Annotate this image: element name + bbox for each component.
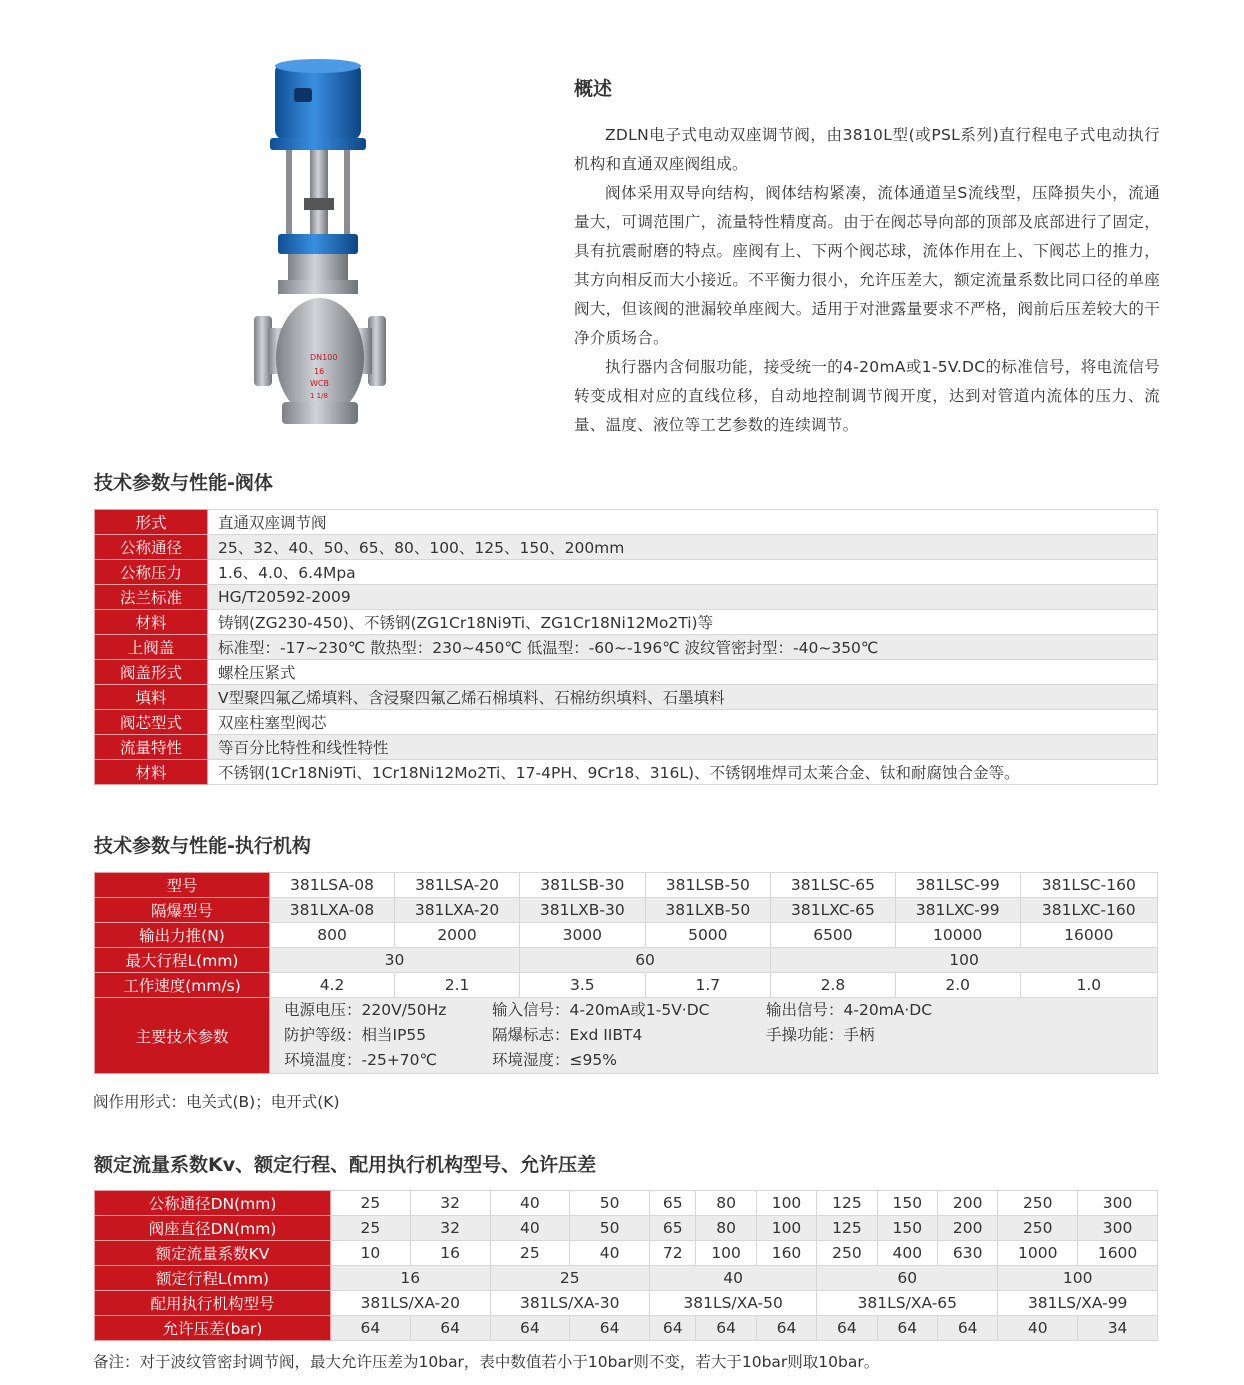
actuator-spec-table: [94, 872, 1158, 1074]
param-output: 输出信号：4-20mA·DC: [766, 1001, 933, 1019]
table-row: [95, 635, 1158, 660]
overview-title: 概述: [574, 78, 613, 100]
row-label: 主要技术参数: [95, 998, 270, 1074]
table-cell: 381LXB-30: [520, 898, 646, 923]
row-value: V型聚四氟乙烯填料、含浸聚四氟乙烯石棉填料、石棉纺织填料、石墨填料: [208, 685, 1158, 710]
table-cell: 40: [490, 1216, 570, 1241]
table-cell: 64: [756, 1316, 816, 1341]
table-cell: 16: [410, 1241, 490, 1266]
table-cell: 50: [570, 1216, 650, 1241]
table-cell: 381LS/XA-65: [817, 1291, 998, 1316]
table-cell: 32: [410, 1191, 490, 1216]
table-cell: 40: [998, 1316, 1078, 1341]
table-cell: 16: [331, 1266, 491, 1291]
table-cell: 300: [1078, 1216, 1158, 1241]
table-row: [95, 585, 1158, 610]
param-ex-mark: 隔爆标志：Exd IIBT4: [492, 1026, 643, 1044]
table-cell: 64: [410, 1316, 490, 1341]
table-row: [95, 923, 1158, 948]
row-label: 法兰标准: [95, 585, 208, 610]
actuator-spec-title: 技术参数与性能-执行机构: [94, 835, 311, 857]
table-cell: 2.8: [771, 973, 896, 998]
row-label: 流量特性: [95, 735, 208, 760]
row-label: 额定行程L(mm): [95, 1266, 331, 1291]
row-label: 材料: [95, 760, 208, 785]
table-cell: 250: [998, 1191, 1078, 1216]
row-value: 不锈钢(1Cr18Ni9Ti、1Cr18Ni12Mo2Ti、17-4PH、9Cr18、316L)、不锈钢堆焊司太莱合金、钛和耐腐蚀合金等。: [208, 760, 1158, 785]
table-row: [95, 1216, 1158, 1241]
table-cell: 381LXC-99: [895, 898, 1020, 923]
table-cell: 381LS/XA-20: [331, 1291, 491, 1316]
row-label: 额定流量系数KV: [95, 1241, 331, 1266]
table-row: [95, 1241, 1158, 1266]
row-label: 阀盖形式: [95, 660, 208, 685]
param-temperature: 环境温度：-25+70℃: [284, 1051, 437, 1069]
table-cell: 65: [650, 1216, 696, 1241]
overview-paragraph: ZDLN电子式电动双座调节阀，由3810L型(或PSL系列)直行程电子式电动执行机构和直通双座阀组成。: [574, 126, 1160, 173]
table-row: [95, 685, 1158, 710]
table-cell: 40: [570, 1241, 650, 1266]
table-row: [95, 1266, 1158, 1291]
table-row: [95, 898, 1158, 923]
table-cell: 381LSC-99: [895, 873, 1020, 898]
overview-paragraph: 执行器内含伺服功能，接受统一的4-20mA或1-5V.DC的标准信号，将电流信号转变成相对应的直线位移，自动地控制调节阀开度，达到对管道内流体的压力、流量、温度、液位等工艺参数的连续调节。: [574, 358, 1160, 434]
table-cell: 80: [696, 1216, 756, 1241]
table-cell: 4.2: [270, 973, 395, 998]
flow-spec-title: 额定流量系数Kv、额定行程、配用执行机构型号、允许压差: [94, 1154, 597, 1176]
table-cell: 381LS/XA-50: [650, 1291, 817, 1316]
table-cell: 300: [1078, 1191, 1158, 1216]
table-cell: 72: [650, 1241, 696, 1266]
table-cell: 381LSB-50: [645, 873, 771, 898]
main-params-cell: [270, 998, 1158, 1074]
row-value: 1.6、4.0、6.4Mpa: [208, 560, 1158, 585]
table-cell: 50: [570, 1191, 650, 1216]
table-cell: 381LSB-30: [520, 873, 646, 898]
param-power: 电源电压：220V/50Hz: [284, 1001, 447, 1019]
row-label: 最大行程L(mm): [95, 948, 270, 973]
table-row: [95, 560, 1158, 585]
flange-marking-dn: DN100: [310, 353, 338, 362]
table-row: [95, 760, 1158, 785]
table-cell: 125: [817, 1191, 877, 1216]
table-cell: 200: [937, 1216, 997, 1241]
flange-marking-size: 1 1/8: [310, 392, 328, 400]
table-cell: 381LXA-20: [395, 898, 520, 923]
param-humidity: 环境湿度：≤95%: [492, 1051, 617, 1069]
table-cell: 5000: [645, 923, 771, 948]
row-label: 配用执行机构型号: [95, 1291, 331, 1316]
table-cell: 16000: [1020, 923, 1157, 948]
table-cell: 64: [937, 1316, 997, 1341]
overview-paragraph: 阀体采用双导向结构，阀体结构紧凑，流体通道呈S流线型，压降损失小，流通量大，可调范围广，流量特性精度高。由于在阀芯导向部的顶部及底部进行了固定，具有抗震耐磨的特点。座阀有上、下两个阀芯球，流体作用在上、下阀芯上的推力，其方向相反而大小接近。不平衡力很小，允许压差大，额定流量系数比同口径的单座阀大，但该阀的泄漏较单座阀大。适用于对泄露量要求不严格，阀前后压差较大的干净介质场合。: [574, 184, 1160, 347]
table-cell: 25: [331, 1191, 411, 1216]
row-label: 形式: [95, 510, 208, 535]
table-cell: 100: [696, 1241, 756, 1266]
valve-product-image: [248, 58, 393, 436]
table-cell: 800: [270, 923, 395, 948]
table-cell: 100: [771, 948, 1158, 973]
param-input: 输入信号：4-20mA或1-5V·DC: [492, 1001, 710, 1019]
table-cell: 400: [877, 1241, 937, 1266]
row-label: 阀座直径DN(mm): [95, 1216, 331, 1241]
row-value: HG/T20592-2009: [208, 585, 1158, 610]
table-cell: 64: [650, 1316, 696, 1341]
table-cell: 1000: [998, 1241, 1078, 1266]
table-row: [95, 660, 1158, 685]
table-row: [95, 873, 1158, 898]
table-cell: 64: [696, 1316, 756, 1341]
table-row: [95, 948, 1158, 973]
table-cell: 65: [650, 1191, 696, 1216]
row-label: 上阀盖: [95, 635, 208, 660]
table-cell: 64: [331, 1316, 411, 1341]
table-cell: 381LXC-65: [771, 898, 896, 923]
row-label: 公称通径DN(mm): [95, 1191, 331, 1216]
table-cell: 125: [817, 1216, 877, 1241]
table-cell: 60: [817, 1266, 998, 1291]
table-cell: 100: [756, 1191, 816, 1216]
table-cell: 150: [877, 1191, 937, 1216]
row-value: 直通双座调节阀: [208, 510, 1158, 535]
flow-spec-table: [94, 1190, 1158, 1341]
table-row: [95, 1291, 1158, 1316]
row-value: 标准型：-17~230℃ 散热型：230~450℃ 低温型：-60~-196℃ 波纹管密封型：-40~350℃: [208, 635, 1158, 660]
table-cell: 150: [877, 1216, 937, 1241]
valve-spec-title: 技术参数与性能-阀体: [94, 472, 273, 494]
table-cell: 250: [817, 1241, 877, 1266]
row-label: 允许压差(bar): [95, 1316, 331, 1341]
table-row: [95, 1316, 1158, 1341]
table-cell: 160: [756, 1241, 816, 1266]
table-cell: 250: [998, 1216, 1078, 1241]
table-cell: 100: [756, 1216, 816, 1241]
row-value: 25、32、40、50、65、80、100、125、150、200mm: [208, 535, 1158, 560]
table-cell: 200: [937, 1191, 997, 1216]
action-form-note: 阀作用形式：电关式(B)；电开式(K): [93, 1093, 340, 1111]
table-row: [95, 973, 1158, 998]
table-cell: 381LS/XA-30: [490, 1291, 650, 1316]
table-cell: 40: [490, 1191, 570, 1216]
table-cell: 381LSC-160: [1020, 873, 1157, 898]
table-cell: 10: [331, 1241, 411, 1266]
table-cell: 1.7: [645, 973, 771, 998]
table-cell: 34: [1078, 1316, 1158, 1341]
table-cell: 64: [570, 1316, 650, 1341]
row-value: 等百分比特性和线性特性: [208, 735, 1158, 760]
table-cell: 381LS/XA-99: [998, 1291, 1158, 1316]
overview-section: [574, 74, 1160, 440]
valve-spec-table: [94, 509, 1158, 785]
table-cell: 381LSC-65: [771, 873, 896, 898]
table-cell: 381LXC-160: [1020, 898, 1157, 923]
table-cell: 64: [877, 1316, 937, 1341]
row-label: 材料: [95, 610, 208, 635]
table-row: [95, 510, 1158, 535]
table-cell: 1.0: [1020, 973, 1157, 998]
table-cell: 10000: [895, 923, 1020, 948]
table-row: [95, 535, 1158, 560]
row-value: 铸钢(ZG230-450)、不锈钢(ZG1Cr18Ni9Ti、ZG1Cr18Ni12Mo2Ti)等: [208, 610, 1158, 635]
table-cell: 1600: [1078, 1241, 1158, 1266]
row-label: 公称压力: [95, 560, 208, 585]
row-value: 双座柱塞型阀芯: [208, 710, 1158, 735]
table-cell: 3000: [520, 923, 646, 948]
table-cell: 3.5: [520, 973, 646, 998]
table-cell: 25: [490, 1241, 570, 1266]
table-cell: 32: [410, 1216, 490, 1241]
table-cell: 64: [490, 1316, 570, 1341]
row-label: 填料: [95, 685, 208, 710]
table-cell: 100: [998, 1266, 1158, 1291]
table-cell: 40: [650, 1266, 817, 1291]
table-cell: 6500: [771, 923, 896, 948]
table-row: [95, 998, 1158, 1074]
param-manual: 手操功能：手柄: [766, 1026, 875, 1044]
table-row: [95, 710, 1158, 735]
row-label: 阀芯型式: [95, 710, 208, 735]
table-cell: 80: [696, 1191, 756, 1216]
row-label: 型号: [95, 873, 270, 898]
table-cell: 60: [520, 948, 771, 973]
table-cell: 30: [270, 948, 520, 973]
flange-marking-pn: 16: [314, 367, 325, 376]
row-value: 螺栓压紧式: [208, 660, 1158, 685]
table-cell: 381LXA-08: [270, 898, 395, 923]
table-cell: 64: [817, 1316, 877, 1341]
table-cell: 25: [490, 1266, 650, 1291]
row-label: 隔爆型号: [95, 898, 270, 923]
table-cell: 381LXB-50: [645, 898, 771, 923]
flange-marking-material: WCB: [310, 379, 329, 388]
table-cell: 25: [331, 1216, 411, 1241]
row-label: 工作速度(mm/s): [95, 973, 270, 998]
row-label: 公称通径: [95, 535, 208, 560]
table-cell: 2.0: [895, 973, 1020, 998]
table-cell: 2000: [395, 923, 520, 948]
table-row: [95, 1191, 1158, 1216]
table-cell: 630: [937, 1241, 997, 1266]
table-row: [95, 735, 1158, 760]
remark-note: 备注：对于波纹管密封调节阀，最大允许压差为10bar，表中数值若小于10bar则不变，若大于10bar则取10bar。: [93, 1353, 880, 1371]
param-protection: 防护等级：相当IP55: [284, 1026, 427, 1044]
table-row: [95, 610, 1158, 635]
table-cell: 381LSA-20: [395, 873, 520, 898]
table-cell: 2.1: [395, 973, 520, 998]
table-cell: 381LSA-08: [270, 873, 395, 898]
row-label: 输出力推(N): [95, 923, 270, 948]
